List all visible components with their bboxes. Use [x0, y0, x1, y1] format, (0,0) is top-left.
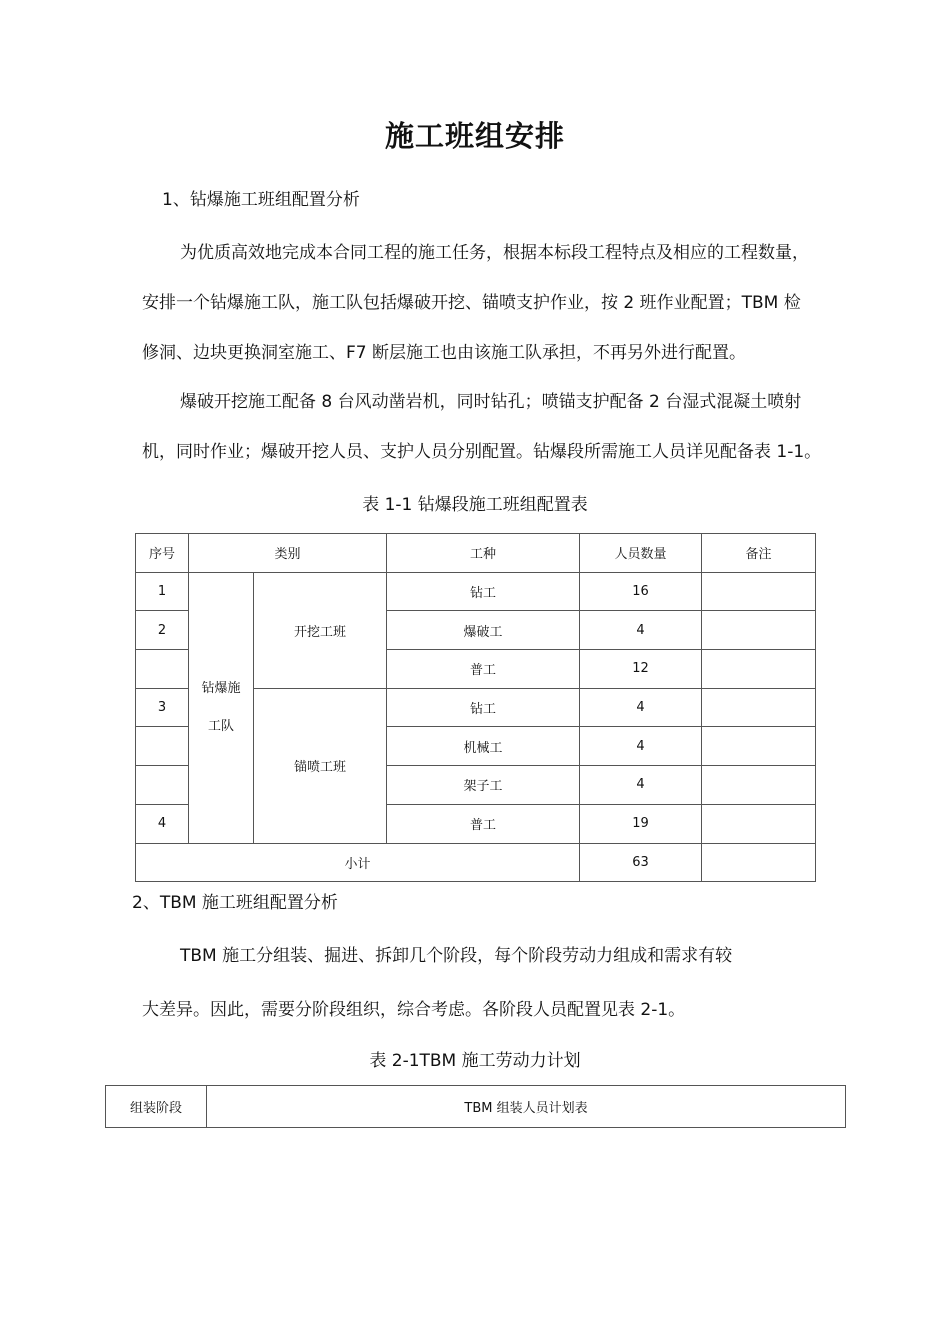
trade-cell: 架子工	[387, 766, 580, 805]
header-category: 类别	[189, 534, 387, 573]
subtotal-remark	[702, 843, 816, 882]
header-seq: 序号	[136, 534, 189, 573]
section-1-paragraph-2-line-2: 机，同时作业；爆破开挖人员、支护人员分别配置。钻爆段所需施工人员详见配备表 1-1。	[142, 442, 822, 462]
stage-label-cell: 组装阶段	[106, 1086, 207, 1128]
seq-cell	[136, 766, 189, 805]
group-support-cell: 锚喷工班	[254, 688, 387, 843]
remark-cell	[702, 727, 816, 766]
table-header-row	[136, 534, 816, 573]
section-1-paragraph-1-line-3: 修洞、边块更换洞室施工、F7 断层施工也由该施工队承担，不再另外进行配置。	[142, 343, 746, 363]
count-cell: 4	[580, 766, 702, 805]
group-excavation-cell: 开挖工班	[254, 572, 387, 688]
section-1-paragraph-2-line-1: 爆破开挖施工配备 8 台风动凿岩机，同时钻孔；喷锚支护配备 2 台湿式混凝土喷射	[180, 392, 802, 412]
header-trade: 工种	[387, 534, 580, 573]
seq-cell: 1	[136, 572, 189, 611]
trade-cell: 爆破工	[387, 611, 580, 650]
section-1-heading: 1、钻爆施工班组配置分析	[162, 190, 360, 210]
seq-cell: 3	[136, 688, 189, 727]
trade-cell: 机械工	[387, 727, 580, 766]
count-cell: 4	[580, 611, 702, 650]
subtotal-row	[136, 843, 816, 882]
section-1-paragraph-1-line-2: 安排一个钻爆施工队，施工队包括爆破开挖、锚喷支护作业，按 2 班作业配置；TBM 检	[142, 293, 801, 313]
table-2-1-tbm-labor-plan	[105, 1085, 846, 1128]
count-cell: 12	[580, 650, 702, 689]
team-label-line-1: 钻爆施	[201, 680, 241, 696]
table-1-1-drill-blast-crew	[135, 533, 816, 882]
remark-cell	[702, 611, 816, 650]
remark-cell	[702, 804, 816, 843]
count-cell: 19	[580, 804, 702, 843]
remark-cell	[702, 766, 816, 805]
header-remark: 备注	[702, 534, 816, 573]
team-cell	[189, 572, 254, 843]
page-title: 施工班组安排	[384, 119, 565, 153]
section-2-paragraph-line-1: TBM 施工分组装、掘进、拆卸几个阶段，每个阶段劳动力组成和需求有较	[180, 946, 733, 966]
remark-cell	[702, 572, 816, 611]
section-1-paragraph-1-line-1: 为优质高效地完成本合同工程的施工任务，根据本标段工程特点及相应的工程数量，	[180, 243, 809, 263]
remark-cell	[702, 650, 816, 689]
plan-label-cell: TBM 组装人员计划表	[207, 1086, 846, 1128]
subtotal-label: 小计	[136, 843, 580, 882]
header-count: 人员数量	[580, 534, 702, 573]
seq-cell: 4	[136, 804, 189, 843]
table-row	[106, 1086, 846, 1128]
trade-cell: 普工	[387, 804, 580, 843]
section-2-paragraph-line-2: 大差异。因此，需要分阶段组织，综合考虑。各阶段人员配置见表 2-1。	[142, 1000, 686, 1020]
count-cell: 16	[580, 572, 702, 611]
seq-cell	[136, 727, 189, 766]
team-label-line-2: 工队	[207, 718, 234, 734]
seq-cell: 2	[136, 611, 189, 650]
subtotal-count: 63	[580, 843, 702, 882]
trade-cell: 钻工	[387, 688, 580, 727]
trade-cell: 钻工	[387, 572, 580, 611]
trade-cell: 普工	[387, 650, 580, 689]
count-cell: 4	[580, 727, 702, 766]
section-2-heading: 2、TBM 施工班组配置分析	[132, 893, 338, 913]
table-row	[136, 572, 816, 611]
table-1-caption: 表 1-1 钻爆段施工班组配置表	[362, 495, 588, 515]
seq-cell	[136, 650, 189, 689]
table-2-caption: 表 2-1TBM 施工劳动力计划	[369, 1051, 581, 1071]
remark-cell	[702, 688, 816, 727]
count-cell: 4	[580, 688, 702, 727]
